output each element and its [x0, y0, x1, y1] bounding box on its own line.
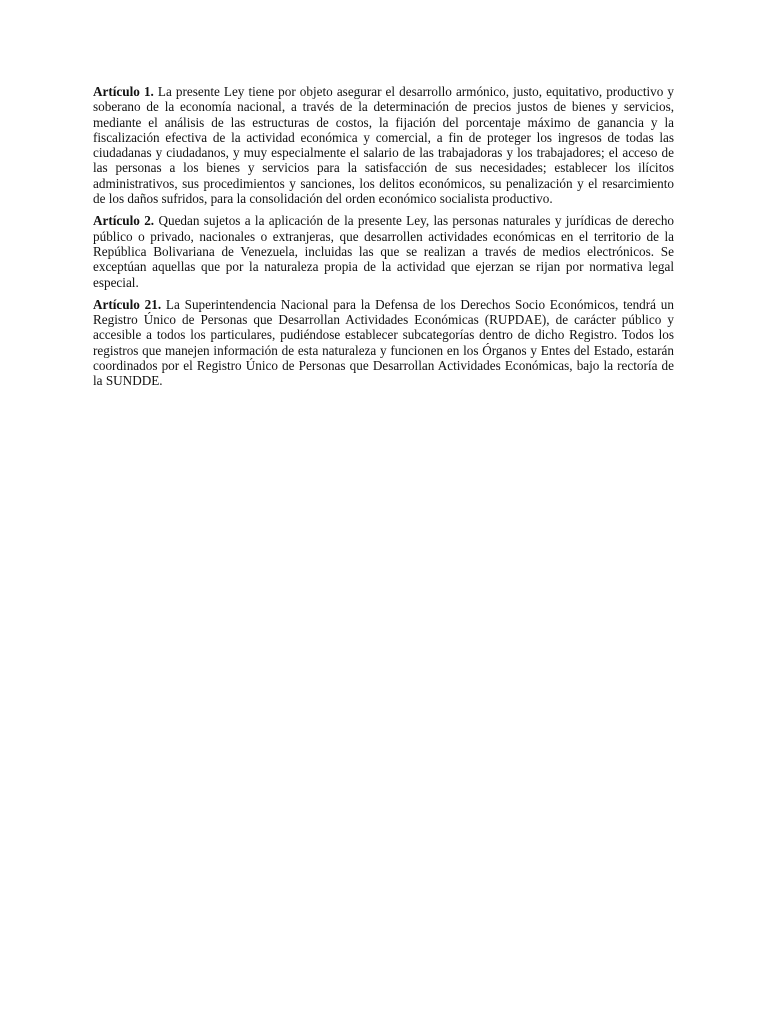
article-2 — [93, 213, 674, 289]
article-21-heading: Artículo 21. — [93, 296, 162, 312]
article-21 — [93, 297, 674, 389]
article-1-text: La presente Ley tiene por objeto asegurar el desarrollo armónico, justo, equitativo, productivo y soberano de la economía nacional, a través de la determinación de precios justos de bienes y servicios, mediante el análisis de las estructuras de costos, la fijación del porcentaje máximo de ganancia y la fiscalización efectiva de la actividad económica y comercial, a fin de proteger los ingresos de todas las ciudadanas y ciudadanos, y muy especialmente el salario de las trabajadoras y los trabajadores; el acceso de las personas a los bienes y servicios para la satisfacción de sus necesidades; establecer los ilícitos administrativos, sus procedimientos y sanciones, los delitos económicos, su penalización y el resarcimiento de los daños sufridos, para la consolidación del orden económico socialista productivo. — [93, 84, 675, 207]
article-2-text: Quedan sujetos a la aplicación de la presente Ley, las personas naturales y jurídicas de derecho público o privado, nacionales o extranjeras, que desarrollen actividades económicas en el territorio de la República Bolivariana de Venezuela, incluidas las que se realizan a través de medios electrónicos. Se exceptúan aquellas que por la naturaleza propia de la actividad que ejerzan se rijan por normativa legal especial. — [93, 213, 675, 290]
article-1-heading: Artículo 1. — [93, 84, 154, 99]
article-2-heading: Artículo 2. — [93, 213, 155, 229]
article-1 — [93, 84, 674, 206]
document-page — [93, 84, 674, 396]
article-21-text: La Superintendencia Nacional para la Defensa de los Derechos Socio Económicos, tendrá un Registro Único de Personas que Desarrollan Actividades Económicas (RUPDAE), de carácter público y accesible a todos los particulares, pudiéndose establecer subcategorías dentro de dicho Registro. Todos los registros que manejen información de esta naturaleza y funcionen en los Órganos y Entes del Estado, estarán coordinados por el Registro Único de Personas que Desarrollan Actividades Económicas, bajo la rectoría de la SUNDDE. — [93, 296, 674, 389]
